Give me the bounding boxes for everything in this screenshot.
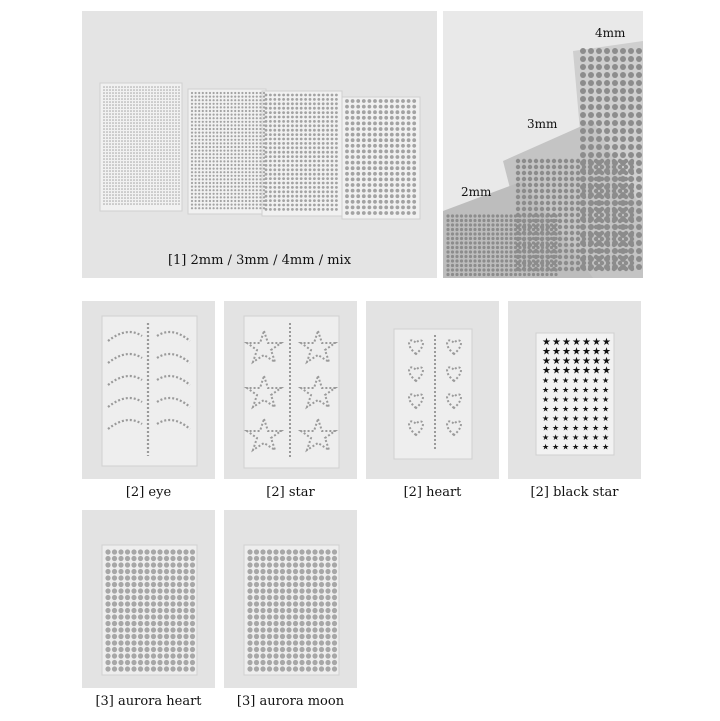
svg-text:★: ★ [552,385,560,395]
svg-text:★: ★ [542,442,550,452]
svg-text:★: ★ [592,356,601,367]
heart-sheet [366,301,499,479]
svg-text:★: ★ [572,385,580,395]
svg-text:★: ★ [592,395,600,404]
svg-text:★: ★ [562,365,571,377]
svg-text:★: ★ [552,433,560,442]
svg-text:★: ★ [592,376,600,385]
svg-text:★: ★ [552,423,560,433]
product-photo-overlap [443,11,643,278]
photo-black-star [508,301,641,479]
svg-text:★: ★ [542,337,551,348]
svg-text:★: ★ [582,365,591,377]
svg-text:★: ★ [602,442,610,452]
svg-text:★: ★ [602,423,610,433]
svg-text:★: ★ [582,414,590,423]
svg-text:★: ★ [592,442,600,452]
svg-text:★: ★ [582,346,591,358]
svg-text:★: ★ [542,423,550,433]
svg-text:★: ★ [582,385,590,395]
svg-text:★: ★ [582,404,590,414]
svg-text:★: ★ [572,395,580,404]
svg-text:★: ★ [582,395,590,404]
svg-text:★: ★ [592,365,601,377]
svg-text:★: ★ [562,337,571,348]
svg-text:★: ★ [582,433,590,442]
size-label-2mm: 2mm [461,185,492,199]
svg-text:★: ★ [552,442,560,452]
svg-text:★: ★ [572,442,580,452]
photo-heart [366,301,499,479]
svg-text:★: ★ [542,346,551,358]
svg-text:★: ★ [562,376,570,385]
caption-eye: [2] eye [125,485,172,500]
svg-text:★: ★ [542,395,550,404]
svg-text:★: ★ [542,376,550,385]
svg-text:★: ★ [572,423,580,433]
svg-text:★: ★ [572,365,581,377]
black-star-sheet [508,301,641,479]
sizes-illustration [82,11,437,278]
svg-text:★: ★ [582,423,590,433]
svg-text:★: ★ [562,385,570,395]
svg-text:★: ★ [542,385,550,395]
svg-text:★: ★ [572,376,580,385]
svg-text:★: ★ [552,376,560,385]
svg-text:★: ★ [562,433,570,442]
svg-text:★: ★ [552,346,561,358]
svg-text:★: ★ [592,385,600,395]
product-photo-sizes [82,11,437,278]
svg-text:★: ★ [602,395,610,404]
svg-text:★: ★ [582,356,591,367]
caption-heart: [2] heart [403,485,462,500]
svg-text:★: ★ [572,337,581,348]
aurora-heart-sheet [82,510,215,688]
photo-aurora-heart [82,510,215,688]
caption-star: [2] star [266,485,315,500]
caption-black-star: [2] black star [530,485,619,500]
svg-text:★: ★ [592,433,600,442]
svg-text:★: ★ [552,414,560,423]
svg-text:★: ★ [602,433,610,442]
svg-text:★: ★ [562,356,571,367]
svg-text:★: ★ [562,442,570,452]
svg-text:★: ★ [592,423,600,433]
svg-text:★: ★ [582,376,590,385]
svg-text:★: ★ [592,337,601,348]
svg-text:★: ★ [562,423,570,433]
aurora-moon-sheet [224,510,357,688]
svg-text:★: ★ [602,337,611,348]
svg-text:★: ★ [602,346,611,358]
svg-text:★: ★ [572,356,581,367]
svg-text:★: ★ [542,365,551,377]
svg-text:★: ★ [562,404,570,414]
svg-text:★: ★ [582,442,590,452]
svg-text:★: ★ [572,404,580,414]
svg-text:★: ★ [562,395,570,404]
overlap-illustration [443,11,643,278]
photo-eye [82,301,215,479]
eye-sheet [82,301,215,479]
svg-text:★: ★ [542,356,551,367]
svg-text:★: ★ [592,414,600,423]
svg-text:★: ★ [542,404,550,414]
svg-text:★: ★ [572,433,580,442]
size-label-4mm: 4mm [595,26,626,40]
top-caption: [1] 2mm / 3mm / 4mm / mix [167,253,352,268]
svg-text:★: ★ [582,337,591,348]
svg-text:★: ★ [552,395,560,404]
svg-text:★: ★ [602,356,611,367]
svg-text:★: ★ [552,337,561,348]
svg-text:★: ★ [562,414,570,423]
svg-text:★: ★ [572,414,580,423]
svg-text:★: ★ [542,433,550,442]
caption-aurora-moon: [3] aurora moon [236,694,345,709]
svg-text:★: ★ [552,404,560,414]
svg-text:★: ★ [562,346,571,358]
svg-text:★: ★ [542,414,550,423]
svg-text:★: ★ [592,346,601,358]
svg-text:★: ★ [602,414,610,423]
size-label-3mm: 3mm [527,117,558,131]
svg-text:★: ★ [602,376,610,385]
svg-text:★: ★ [592,404,600,414]
star-sheet [224,301,357,479]
svg-text:★: ★ [572,346,581,358]
svg-text:★: ★ [552,356,561,367]
photo-star [224,301,357,479]
caption-aurora-heart: [3] aurora heart [95,694,202,709]
svg-text:★: ★ [602,385,610,395]
svg-text:★: ★ [552,365,561,377]
photo-aurora-moon [224,510,357,688]
svg-text:★: ★ [602,404,610,414]
svg-text:★: ★ [602,365,611,377]
